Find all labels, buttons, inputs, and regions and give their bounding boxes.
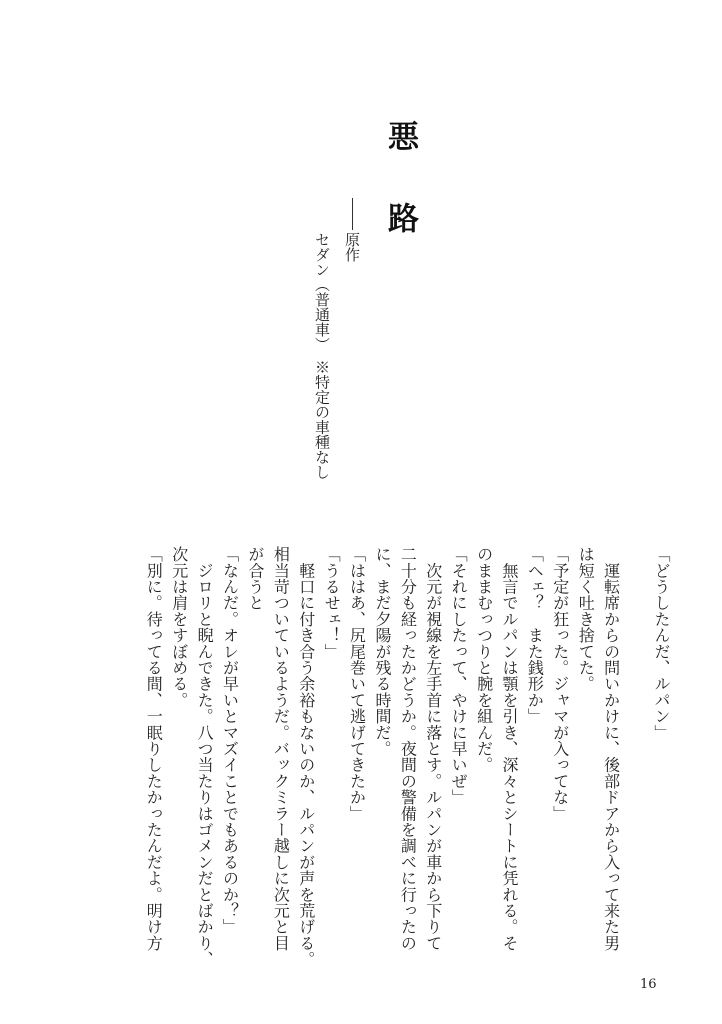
text-line: 「別に。待ってる間、一眠りしたかったんだよ。明け方 xyxy=(144,546,164,951)
text-line: は短く吐き捨てた。 xyxy=(576,546,596,692)
text-line: 「予定が狂った。ジャマが入ってな」 xyxy=(550,546,570,822)
body-text xyxy=(141,546,674,966)
text-line: が合うと xyxy=(245,546,265,611)
text-line: 軽口に付き合う余裕もないのか、ルパンが声を荒げる。 xyxy=(296,546,316,968)
text-line: 次元が視線を左手首に落とす。ルパンが車から下りて xyxy=(423,546,443,951)
text-line: ジロリと睨んできた。八つ当たりはゴメンだとばかり、 xyxy=(195,546,215,968)
text-line: 「それにしたって、やけに早いぜ」 xyxy=(449,546,469,806)
text-line: のままむっつりと腕を組んだ。 xyxy=(474,546,494,773)
text-line: 相当苛ついているようだ。バックミラー越しに次元と目 xyxy=(271,546,291,951)
text-line: 二十分も経ったかどうか。夜間の警備を調べに行ったの xyxy=(398,546,418,951)
text-line: に、まだ夕陽が残る時間だ。 xyxy=(372,546,392,757)
text-line: 「どうしたんだ、ルパン」 xyxy=(652,546,671,741)
credit-dash xyxy=(352,198,353,230)
credit-label: 原作 xyxy=(343,232,361,262)
text-line: 「ははあ、尻尾巻いて逃げてきたか」 xyxy=(347,546,367,822)
page-number: 16 xyxy=(640,977,657,992)
text-line xyxy=(624,546,649,966)
text-line: 無言でルパンは顎を引き、深々とシートに凭れる。そ xyxy=(499,546,519,951)
chapter-title: 悪 路 xyxy=(382,120,418,243)
text-line: 「ヘェ？ また銭形か」 xyxy=(525,546,545,725)
text-line: 運転席からの問いかけに、後部ドアから入って来た男 xyxy=(601,546,621,951)
text-line: 「なんだ。オレが早いとマズイことでもあるのか？」 xyxy=(220,546,240,935)
text-line: 「うるせェ！」 xyxy=(322,546,342,660)
text-line: 次元は肩をすぼめる。 xyxy=(169,546,189,708)
credit-source: セダン（普通車） ※特定の車種なし xyxy=(313,232,331,480)
